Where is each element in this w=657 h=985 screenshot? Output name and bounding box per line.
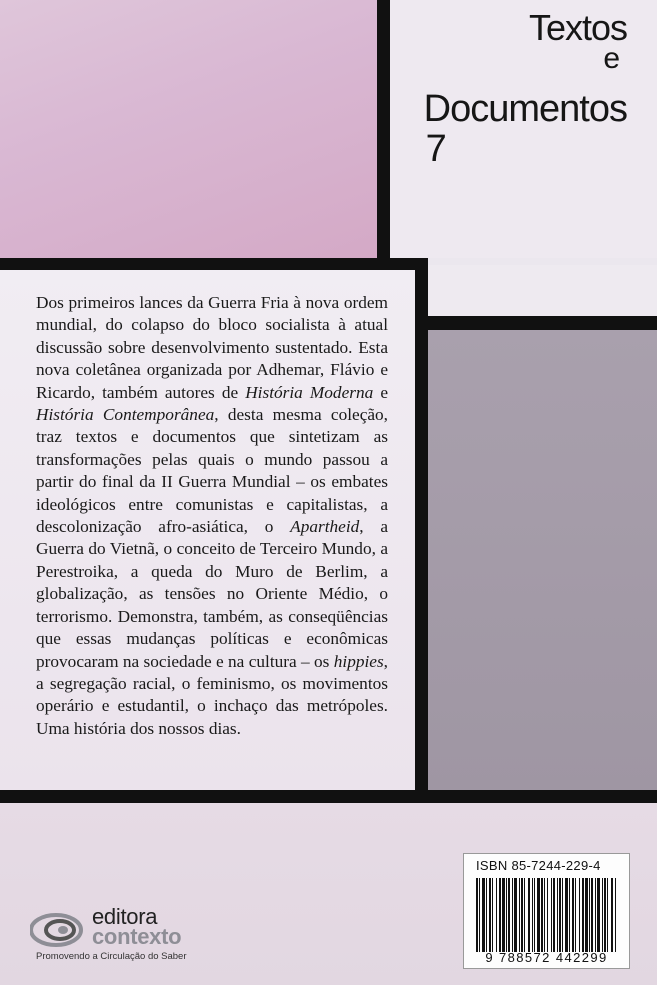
blurb-title-historia-contemporanea: História Contemporânea <box>36 405 215 425</box>
series-title <box>423 7 627 170</box>
divider-vertical-top <box>377 0 390 260</box>
series-word-e: e <box>603 42 619 75</box>
blurb-text-part: , a Guerra do Vietnã, o conceito de Terceiro Mundo, a Perestroika, a queda do Muro de Berlim, a globalização, as tensões no Oriente Médio, o terrorismo. Demonstra, também, as conseqüências que essas mudanças políticas e econômicas provocaram na sociedade e na cultura – os <box>36 517 388 671</box>
blurb-text-part: e <box>373 382 388 402</box>
divider-horizontal-bottom <box>0 790 657 803</box>
editora-contexto-logo-icon <box>30 908 92 952</box>
blurb-text-part: , desta mesma coleção, traz textos e documentos que sintetizam as transformações pelas quais o mundo passou a partir do final da II Guerra Mundial – os embates ideológicos entre comunistas e capitalistas, a descolonização afro-asiática, o <box>36 405 388 537</box>
publisher-name-contexto: contexto <box>92 924 182 949</box>
blurb-text <box>36 292 388 740</box>
series-word-documentos: Documentos <box>423 88 627 130</box>
divider-vertical-middle <box>415 270 428 793</box>
isbn-barcode-box <box>463 853 630 969</box>
blurb-term-hippies: hippies <box>333 651 384 671</box>
divider-horizontal-middle <box>0 258 428 270</box>
publisher-tagline: Promovendo a Circulação do Saber <box>36 951 187 962</box>
barcode-digits: 9 788572 442299 <box>485 950 608 965</box>
series-word-textos: Textos <box>528 7 627 48</box>
blurb-text-part: Dos primeiros lances da Guerra Fria à nova ordem mundial, do colapso do bloco socialista à atual discussão sobre desenvolvimento sustentado. Esta nova coletânea organizada por Adhemar, Flávio e Ricardo, também autores de <box>36 293 388 402</box>
publisher-logo <box>30 904 230 964</box>
blurb-term-apartheid: Apartheid <box>290 517 360 537</box>
blurb-title-historia-moderna: História Moderna <box>245 382 374 402</box>
divider-horizontal-grey <box>428 316 657 330</box>
barcode <box>474 878 619 952</box>
grey-color-block <box>428 330 657 790</box>
publisher-name-editora: editora <box>92 904 158 929</box>
isbn-label: ISBN 85-7244-229-4 <box>476 858 601 873</box>
pink-color-block <box>0 0 377 258</box>
series-number: 7 <box>425 128 446 170</box>
blurb-text-part: , a segregação racial, o feminismo, os movimentos operário e estudantil, o inchaço das metrópoles. Uma história dos nossos dias. <box>36 651 388 738</box>
